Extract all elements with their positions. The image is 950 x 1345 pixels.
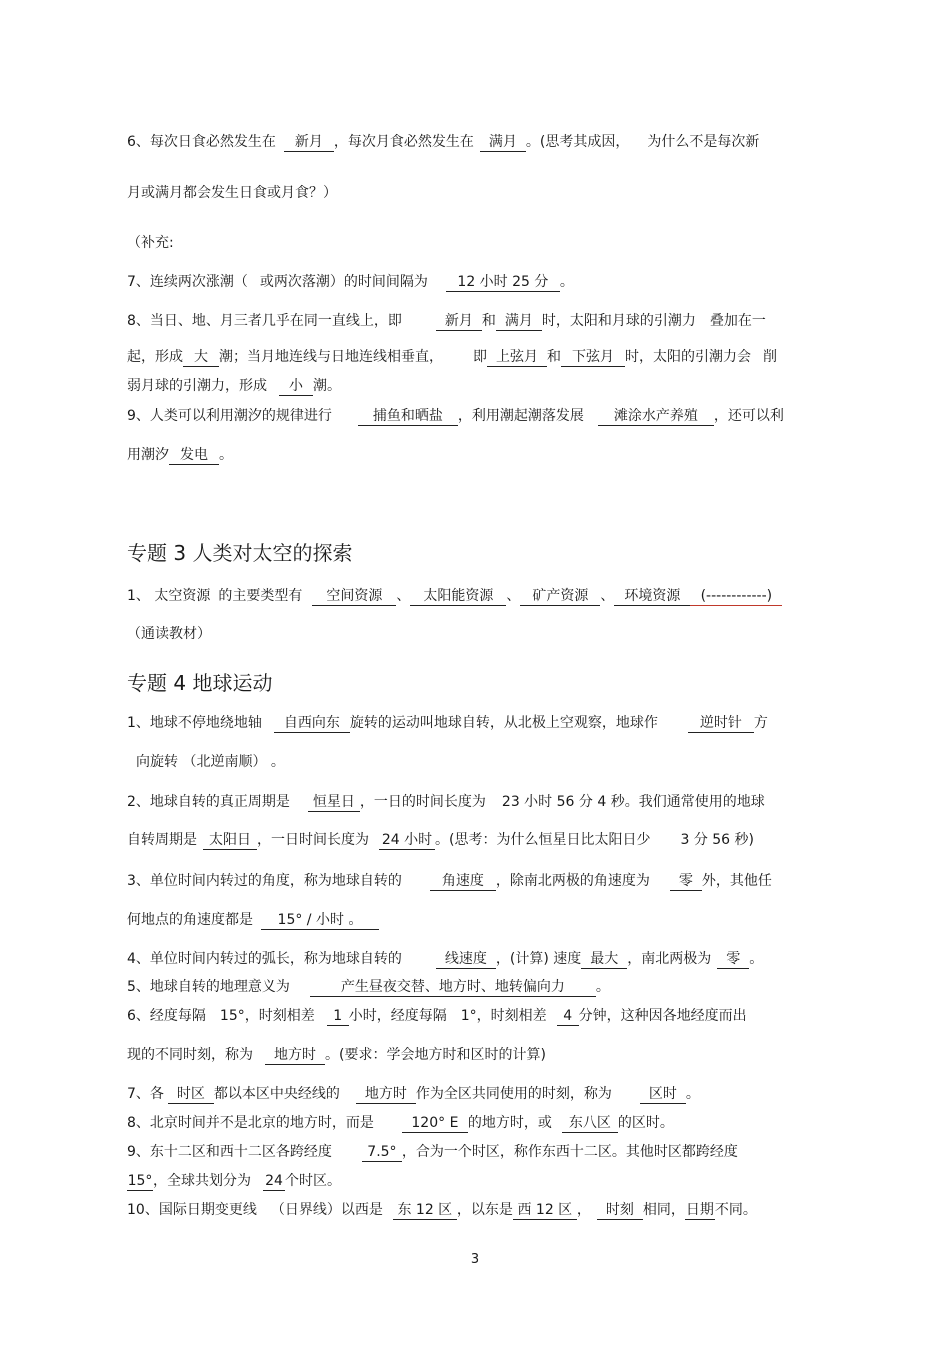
text: 1°，时刻相差 [460, 1008, 547, 1024]
blank-answer: 日期 [685, 1202, 714, 1218]
text: 15°，时刻相差 [219, 1008, 315, 1024]
blank-answer: 12 小时 25 分 [446, 274, 560, 292]
page-number: 3 [470, 1252, 480, 1267]
text: 5、地球自转的地理意义为 [127, 979, 290, 995]
blank-answer: 环境资源 [614, 588, 690, 606]
text: 6、每次日食必然发生在 [127, 134, 276, 150]
q8-line1 [127, 311, 766, 331]
text: 7、各 [127, 1086, 164, 1102]
blank-answer: 自西向东 [274, 715, 350, 733]
text: 3 分 56 秒) [680, 832, 755, 848]
blank-answer: 大 [183, 349, 219, 367]
t4q10-line [127, 1200, 757, 1220]
q6-line2: 月或满月都会发生日食或月食？） [127, 185, 337, 201]
blank-answer: 恒星日 [308, 794, 360, 812]
blank-answer: 24 小时 [379, 832, 435, 850]
text: （日界线）以西是 [270, 1202, 383, 1218]
text: ，每次月食必然发生在 [333, 134, 474, 150]
t4q8-line [127, 1113, 674, 1133]
text: 、 [506, 588, 521, 604]
text: 的区时。 [617, 1115, 674, 1131]
t3q1-line1 [127, 586, 782, 606]
blank-answer: 下弦月 [561, 349, 625, 367]
blank-answer: 线速度 [436, 951, 496, 969]
q9-line1 [127, 406, 784, 426]
text: 分钟，这种因各地经度而出 [578, 1008, 747, 1024]
text: 即 [473, 349, 487, 365]
text: 。 [749, 951, 764, 967]
text: ，全球共划分为 [153, 1173, 251, 1189]
text: 潮；当月地连线与日地连线相垂直， [219, 349, 443, 365]
text: ，还可以利 [713, 408, 784, 424]
text: 潮。 [313, 378, 341, 394]
text: 。(思考：为什么恒星日比太阳日少 [435, 832, 651, 848]
text: 1、地球不停地绕地轴 [127, 715, 262, 731]
blank-answer: 地方时 [265, 1047, 325, 1065]
t4q1-line2: 向旋转 （北逆南顺） 。 [136, 754, 285, 770]
text: 23 小时 56 分 4 秒。我们通常使用的地球 [501, 794, 765, 810]
blank-answer: 1 [327, 1008, 349, 1026]
text: 或两次落潮）的时间间隔为 [259, 274, 428, 290]
text: 。 [595, 979, 610, 995]
text: 9、东十二区和西十二区各跨经度 [127, 1144, 332, 1160]
text: 7、连续两次涨潮（ [127, 274, 248, 290]
blank-answer: 7.5° [362, 1144, 402, 1162]
text: 。(思考其成因， [525, 134, 630, 150]
text: 和 [547, 349, 561, 365]
text: 旋转的运动叫地球自转，从北极上空观察，地球作 [349, 715, 658, 731]
text: 不同。 [714, 1202, 757, 1218]
text: 何地点的角速度都是 [127, 912, 253, 928]
text: 作为全区共同使用的时刻，称为 [415, 1086, 612, 1102]
text: 为什么不是每次新 [647, 134, 760, 150]
text: 1、 太空资源 [127, 588, 211, 604]
text: 起，形成 [127, 349, 183, 365]
blank-answer: 上弦月 [487, 349, 547, 367]
blank-answer: 新月 [436, 313, 482, 331]
text: ，合为一个时区，称作东西十二区。其他时区都跨经度 [401, 1144, 738, 1160]
text: 8、北京时间并不是北京的地方时，而是 [127, 1115, 374, 1131]
text: 现的不同时刻，称为 [127, 1047, 253, 1063]
text: 时，太阳和月球的引潮力 [541, 313, 696, 329]
text: ，除南北两极的角速度为 [495, 873, 650, 889]
blank-answer: 时刻 [597, 1202, 643, 1220]
q8-line3 [127, 376, 341, 396]
t4q9-line2 [127, 1171, 341, 1191]
text: ，以东是 [456, 1202, 513, 1218]
t4q9-line1 [127, 1142, 738, 1162]
t4q5-line [127, 977, 610, 997]
text: ， [576, 1202, 591, 1218]
blank-answer: 东 12 区 [393, 1202, 457, 1220]
blank-answer: 零 [717, 951, 749, 969]
blank-answer: 矿产资源 [520, 588, 600, 606]
t4q2-line1 [127, 792, 765, 812]
q7-line [127, 272, 574, 292]
text: 9、人类可以利用潮汐的规律进行 [127, 408, 332, 424]
blank-answer: (------------) [690, 588, 782, 606]
text: 3、单位时间内转过的角度，称为地球自转的 [127, 873, 402, 889]
topic3-heading: 专题 3 人类对太空的探索 [127, 541, 353, 565]
blank-answer: 逆时针 [688, 715, 754, 733]
t4q7-line [127, 1084, 700, 1104]
blank-answer: 太阳日 [203, 832, 257, 850]
text: 、 [396, 588, 411, 604]
t4q3-line1 [127, 871, 772, 891]
blank-answer: 发电 [169, 447, 219, 465]
text: 自转周期是 [127, 832, 197, 848]
blank-answer: 小 [279, 378, 313, 396]
text: ，南北两极为 [627, 951, 712, 967]
blank-answer: 15° [127, 1173, 153, 1189]
text: 方 [753, 715, 768, 731]
text: 削 [763, 349, 777, 365]
blank-answer: 西 12 区 [513, 1202, 577, 1220]
text: 个时区。 [285, 1173, 341, 1189]
blank-answer: 24 [263, 1173, 285, 1191]
blank-answer: 东八区 [562, 1115, 618, 1133]
blank-answer: 满月 [496, 313, 542, 331]
blank-answer: 满月 [480, 134, 526, 152]
topic4-heading: 专题 4 地球运动 [127, 671, 273, 695]
blank-answer: 最大 [581, 951, 627, 969]
text: 相同， [642, 1202, 685, 1218]
t4q6-line1 [127, 1006, 747, 1026]
text: 小时，经度每隔 [348, 1008, 447, 1024]
blank-answer: 产生昼夜交替、地方时、地转偏向力 [310, 979, 596, 997]
blank-answer: 15° / 小时 。 [261, 912, 379, 930]
text: ，一日的时间长度为 [359, 794, 486, 810]
blank-answer: 捕鱼和晒盐 [358, 408, 458, 426]
blank-answer: 时区 [168, 1086, 214, 1104]
text: 10、国际日期变更线 [127, 1202, 257, 1218]
text: 。 [559, 274, 574, 290]
t4q2-line2 [127, 830, 754, 850]
text: 叠加在一 [709, 313, 766, 329]
text: 和 [481, 313, 496, 329]
text: 的地方时，或 [467, 1115, 552, 1131]
q6-line1 [127, 132, 759, 152]
blank-answer: 空间资源 [312, 588, 396, 606]
text: ，(计算) 速度 [495, 951, 582, 967]
q8-line2 [127, 347, 777, 367]
text: 。(要求：学会地方时和区时的计算) [325, 1047, 546, 1063]
blank-answer: 4 [557, 1008, 579, 1026]
supplement-note: （补充: [127, 235, 174, 251]
t3q1-line2: （通读教材） [127, 626, 211, 642]
t4q1-line1 [127, 713, 768, 733]
text: ，一日时间长度为 [257, 832, 369, 848]
text: 4、单位时间内转过的弧长，称为地球自转的 [127, 951, 402, 967]
text: 。 [685, 1086, 700, 1102]
text: 。 [219, 447, 233, 463]
text: 外，其他任 [701, 873, 772, 889]
t4q3-line2 [127, 910, 379, 930]
text: 弱月球的引潮力，形成 [127, 378, 267, 394]
text: 2、地球自转的真正周期是 [127, 794, 290, 810]
text: 都以本区中央经线的 [213, 1086, 340, 1102]
blank-answer: 120° E [402, 1115, 468, 1133]
text: 、 [600, 588, 615, 604]
text: 用潮汐 [127, 447, 169, 463]
blank-answer: 滩涂水产养殖 [598, 408, 714, 426]
q9-line2 [127, 445, 233, 465]
t4q6-line2 [127, 1045, 546, 1065]
blank-answer: 角速度 [430, 873, 496, 891]
t4q4-line [127, 949, 763, 969]
text: 8、当日、地、月三者几乎在同一直线上，即 [127, 313, 402, 329]
text: 的主要类型有 [218, 588, 303, 604]
text: ，利用潮起潮落发展 [457, 408, 584, 424]
blank-answer: 新月 [284, 134, 334, 152]
blank-answer: 地方时 [356, 1086, 416, 1104]
blank-answer: 太阳能资源 [410, 588, 506, 606]
blank-answer: 零 [670, 873, 702, 891]
text: 6、经度每隔 [127, 1008, 206, 1024]
text: 时，太阳的引潮力会 [625, 349, 751, 365]
blank-answer: 区时 [640, 1086, 686, 1104]
